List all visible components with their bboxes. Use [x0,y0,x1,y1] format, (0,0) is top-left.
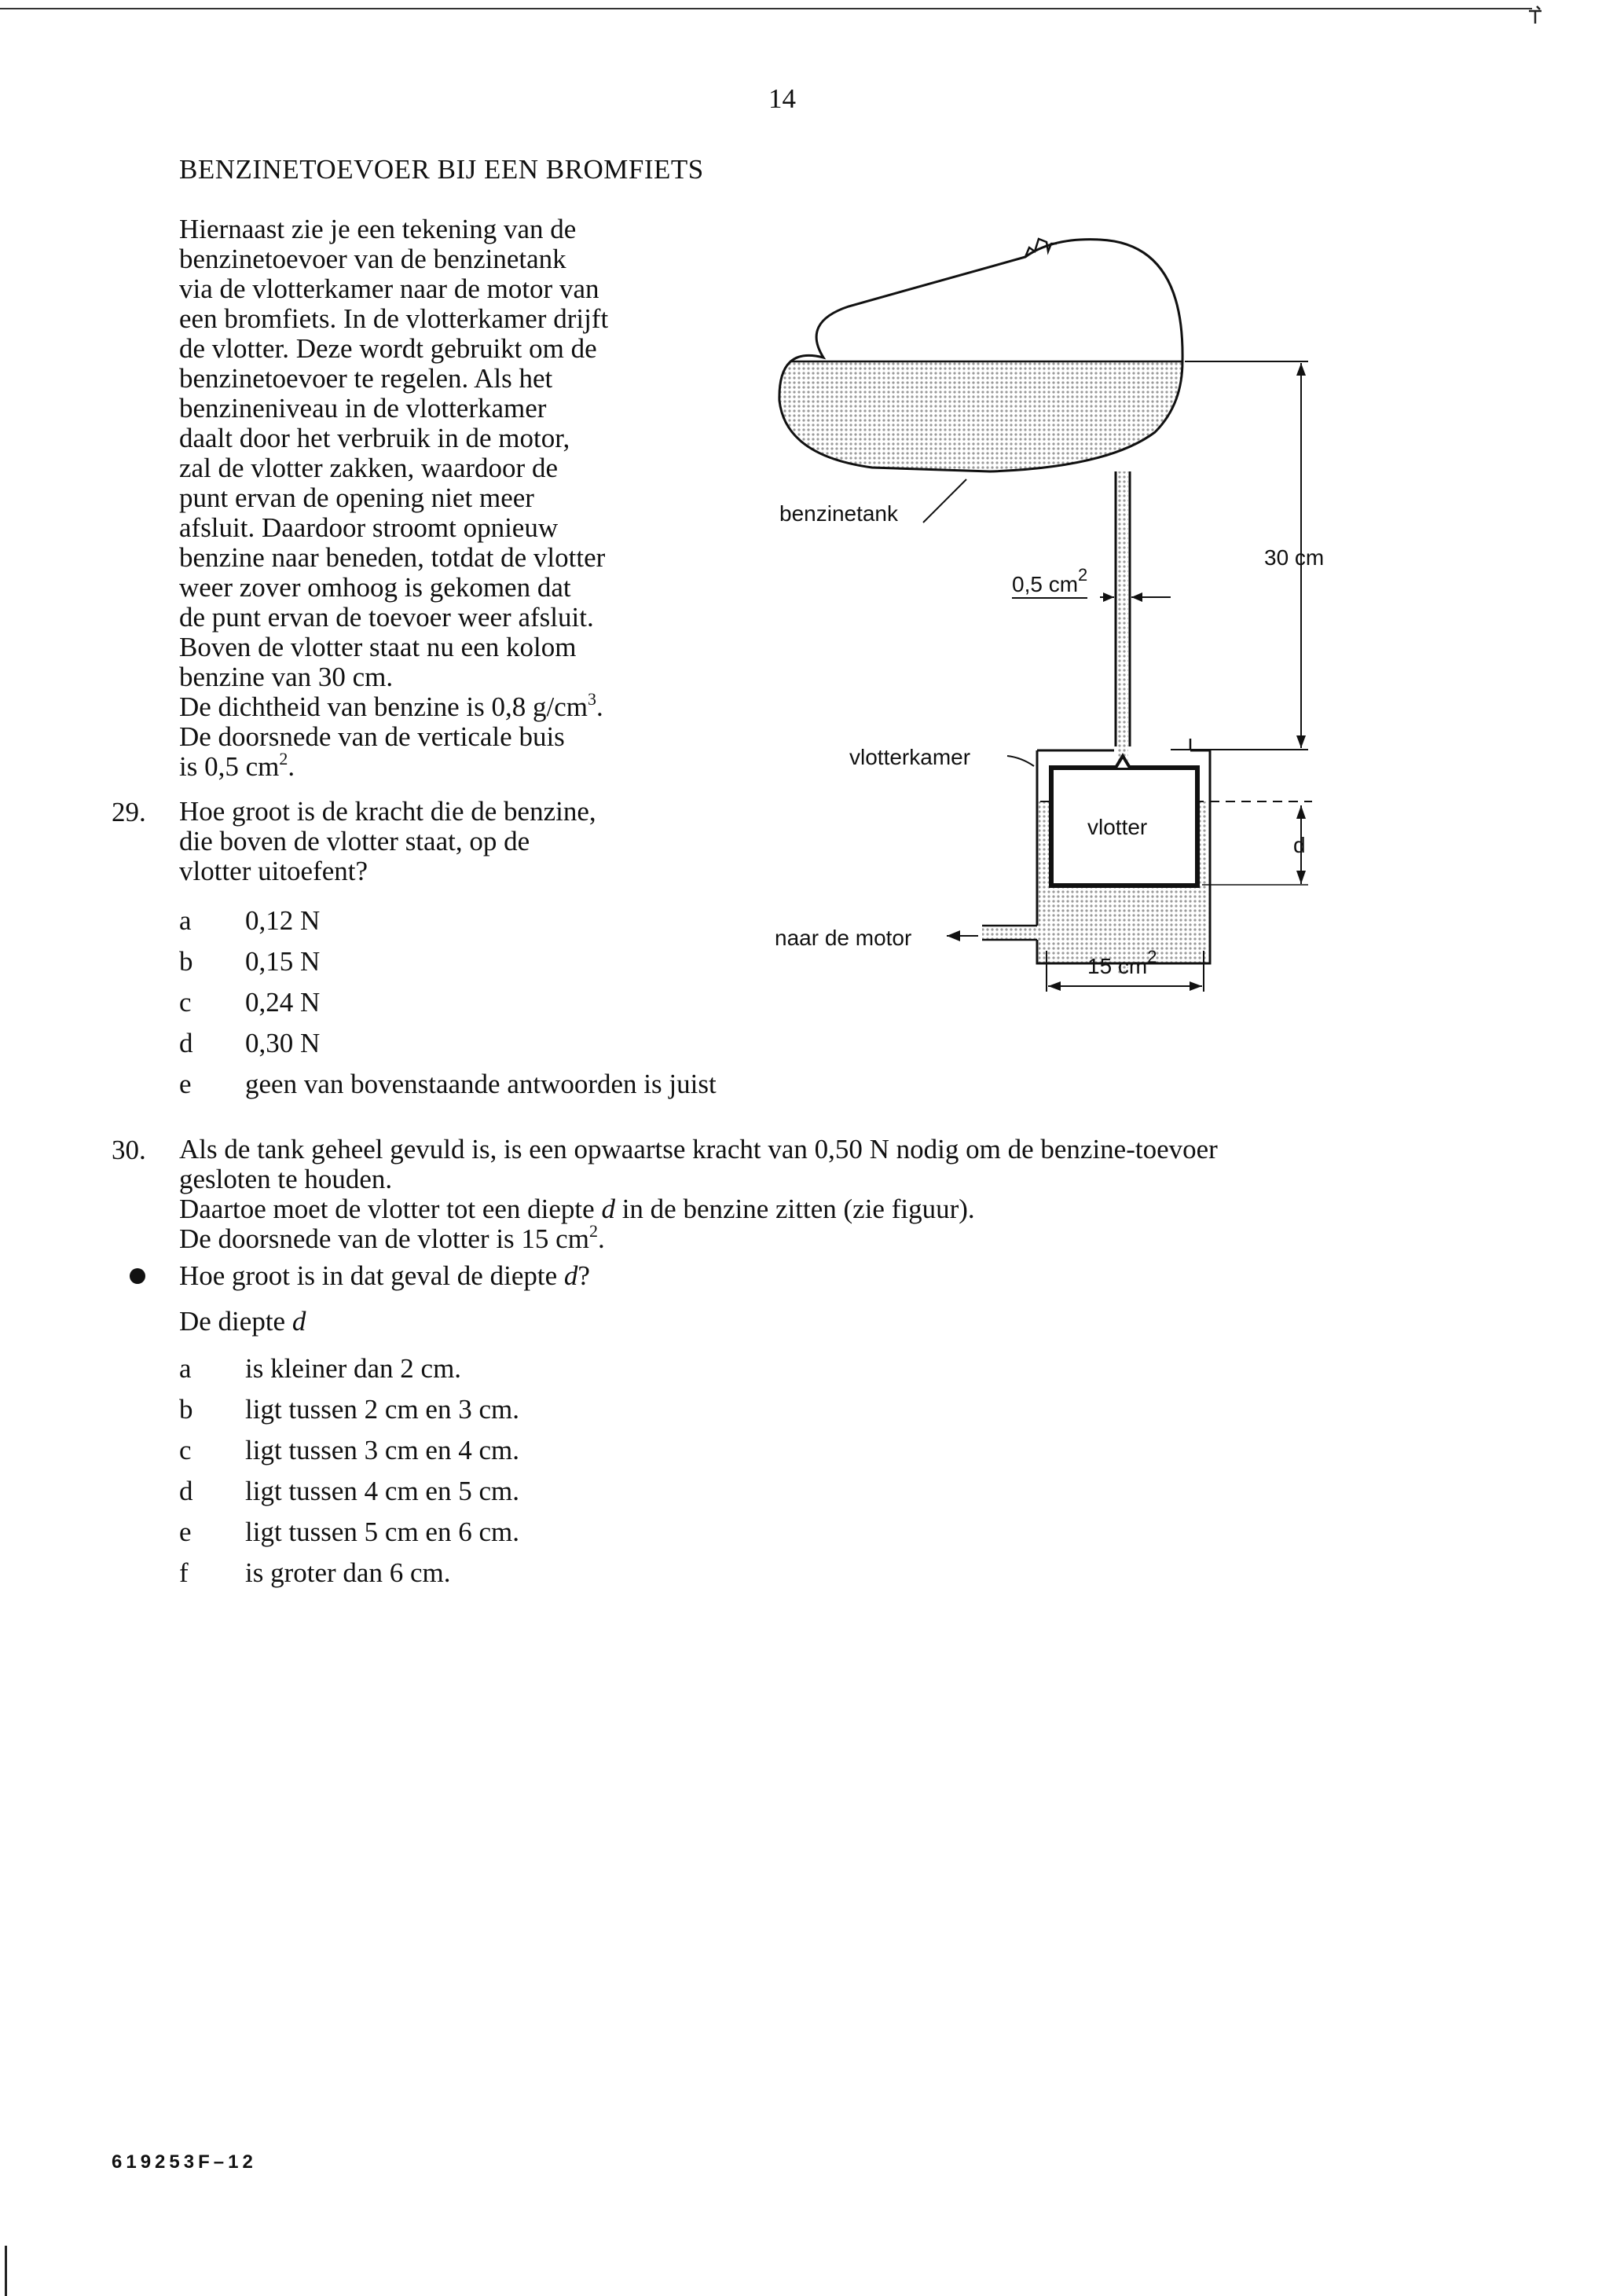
bullet-icon [130,1268,145,1284]
intro-paragraph [179,215,608,782]
intro-line: de punt ervan de toevoer weer afsluit. [179,602,594,633]
option-text[interactable]: is groter dan 6 cm. [245,1557,451,1588]
option-text[interactable]: ligt tussen 2 cm en 3 cm. [245,1394,519,1425]
question-30-number: 30. [112,1135,146,1165]
intro-line: de vlotter. Deze wordt gebruikt om de [179,333,597,364]
option-letter: c [179,1435,192,1465]
option-text[interactable]: 0,15 N [245,946,321,977]
question-line: De doorsnede van de vlotter is 15 $cm^2$. [179,1221,605,1254]
question-line: die boven de vlotter staat, op de [179,826,530,856]
option-text[interactable]: geen van bovenstaande antwoorden is juist [245,1069,717,1099]
option-letter: a [179,905,192,936]
footer-code: 619253F–12 [112,2151,257,2173]
option-letter: f [179,1557,189,1588]
label-vlotterkamer: vlotterkamer [849,745,971,769]
option-text[interactable]: ligt tussen 5 cm en 6 cm. [245,1517,519,1547]
label-float-area: 15 $cm^2$ [1087,947,1157,978]
option-letter: c [179,987,192,1018]
intro-line: een bromfiets. In de vlotterkamer drijft [179,303,609,334]
option-letter: a [179,1353,192,1384]
label-naar-de-motor: naar de motor [775,926,912,950]
section-line: De doorsnede van de verticale buis [179,721,565,752]
intro-line: benzineniveau in de vlotterkamer [179,393,547,424]
fuel-supply-diagram [754,220,1351,1006]
option-letter: d [179,1476,193,1506]
question-line: Als de tank geheel gevuld is, is een opwaartse kracht van 0,50 N nodig om de benzine-toevoer [179,1134,1218,1165]
top-rule [0,8,1532,9]
section-line: is 0,5 $cm^2$. [179,749,295,782]
question-line: Daartoe moet de vlotter tot een diepte d in de benzine zitten (zie figuur). [179,1194,975,1224]
intro-line: benzine van 30 cm. [179,662,394,692]
question-29-options [179,905,808,1109]
intro-line: afsluit. Daardoor stroomt opnieuw [179,512,559,543]
question-line: gesloten te houden. [179,1164,393,1194]
label-benzinetank: benzinetank [779,501,899,526]
corner-mark-icon [1527,3,1543,25]
label-height: 30 cm [1264,545,1325,570]
intro-line: weer zover omhoog is gekomen dat [179,572,571,603]
option-text[interactable]: 0,30 N [245,1028,321,1058]
page-number: 14 [768,83,796,114]
label-depth-d: d [1293,833,1306,857]
question-line: vlotter uitoefent? [179,856,368,886]
section-title: BENZINETOEVOER BIJ EEN BROMFIETS [179,154,704,185]
intro-line: punt ervan de opening niet meer [179,482,534,513]
option-text[interactable]: ligt tussen 3 cm en 4 cm. [245,1435,519,1465]
option-letter: e [179,1069,192,1099]
intro-line: via de vlotterkamer naar de motor van [179,273,599,304]
density-line: De dichtheid van benzine is 0,8 $g/cm^3$. [179,689,603,722]
intro-line: Boven de vlotter staat nu een kolom [179,632,577,662]
intro-line: benzine naar beneden, totdat de vlotter [179,542,606,573]
option-text[interactable]: 0,24 N [245,987,321,1018]
margin-mark [5,2246,7,2296]
question-line: Hoe groot is de kracht die de benzine, [179,796,596,827]
option-letter: e [179,1517,192,1547]
float-chamber [982,739,1312,963]
option-text[interactable]: ligt tussen 4 cm en 5 cm. [245,1476,519,1506]
question-30-prompt: Hoe groot is in dat geval de diepte d? [179,1260,590,1291]
intro-line: benzinetoevoer te regelen. Als het [179,363,553,394]
question-30-options [179,1353,808,1605]
benzinetank-shape [754,239,1194,487]
question-29-text [179,797,596,886]
option-letter: d [179,1028,193,1058]
label-vlotter: vlotter [1087,815,1148,839]
leader-lines [923,479,1034,941]
intro-line: benzinetoevoer van de benzinetank [179,244,566,274]
question-29-number: 29. [112,797,146,827]
intro-line: daalt door het verbruik in de motor, [179,423,570,453]
option-text[interactable]: 0,12 N [245,905,321,936]
dimension-tube-width [1100,592,1171,602]
option-letter: b [179,946,193,977]
intro-line: Hiernaast zie je een tekening van de [179,214,577,244]
question-30-text [179,1135,1218,1254]
question-30-lead: De diepte d [179,1306,306,1337]
dimension-depth-d [1202,805,1308,885]
label-tube-area: 0,5 $cm^2$ [1012,572,1087,599]
option-letter: b [179,1394,193,1425]
option-text[interactable]: is kleiner dan 2 cm. [245,1353,462,1384]
intro-line: zal de vlotter zakken, waardoor de [179,453,558,483]
